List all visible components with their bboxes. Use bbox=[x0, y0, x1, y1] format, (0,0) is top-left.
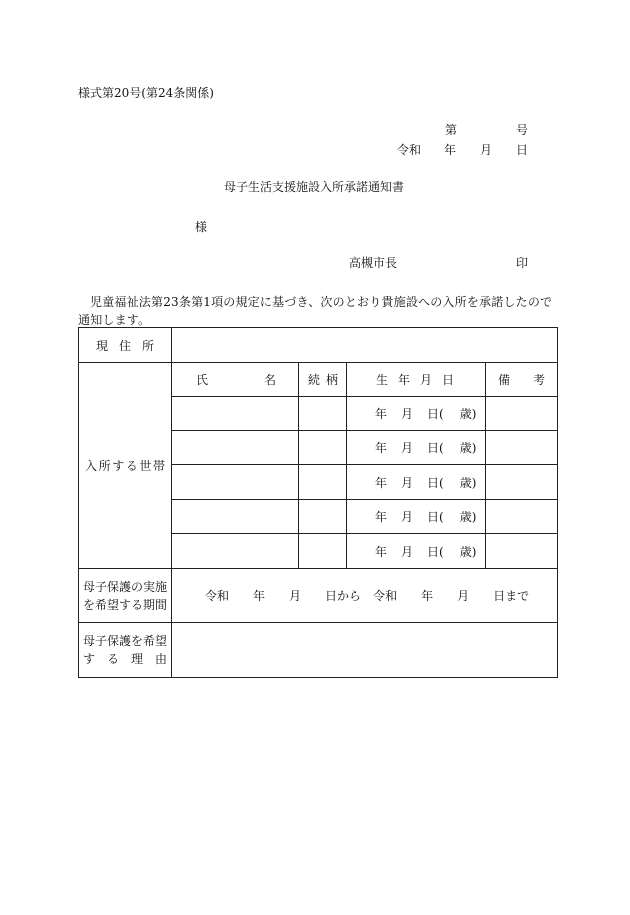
date-year: 年 bbox=[444, 143, 457, 157]
reason-field[interactable] bbox=[172, 623, 558, 678]
reason-label-cell bbox=[79, 623, 172, 678]
member-relation-field[interactable] bbox=[299, 534, 347, 569]
issuer-seal: 印 bbox=[516, 256, 529, 270]
period-label-cell bbox=[79, 569, 172, 623]
period-from-month: 月 bbox=[289, 589, 302, 603]
period-from-year: 年 bbox=[253, 589, 266, 603]
date-month: 月 bbox=[480, 143, 493, 157]
member-birthdate-field[interactable]: 年 月 日( 歳) bbox=[347, 500, 486, 534]
member-remarks-field[interactable] bbox=[486, 534, 558, 569]
member-relation-field[interactable] bbox=[299, 397, 347, 431]
address-label-cell bbox=[79, 328, 172, 363]
period-to-month: 月 bbox=[457, 589, 470, 603]
period-from-era: 令和 bbox=[205, 589, 230, 603]
form-number: 様式第20号(第24条関係) bbox=[78, 86, 214, 100]
period-label-line2: を希望する期間 bbox=[83, 597, 168, 612]
member-remarks-field[interactable] bbox=[486, 465, 558, 500]
addressee-honorific: 様 bbox=[195, 220, 208, 234]
period-field[interactable] bbox=[172, 569, 558, 623]
address-label: 現住所 bbox=[96, 338, 154, 353]
period-to-day: 日まで bbox=[493, 589, 530, 603]
document-title: 母子生活支援施設入所承諾通知書 bbox=[224, 180, 405, 194]
member-birthdate-field[interactable]: 年 月 日( 歳) bbox=[347, 465, 486, 500]
member-name-field[interactable] bbox=[172, 397, 299, 431]
member-relation-field[interactable] bbox=[299, 465, 347, 500]
doc-number-prefix: 第 bbox=[445, 123, 458, 137]
date-era: 令和 bbox=[397, 143, 422, 157]
household-label-cell bbox=[79, 363, 172, 569]
period-to-era: 令和 bbox=[373, 589, 398, 603]
notification-table bbox=[78, 327, 558, 678]
doc-number-suffix: 号 bbox=[516, 123, 529, 137]
address-field[interactable] bbox=[172, 328, 558, 363]
member-name-field[interactable] bbox=[172, 431, 299, 465]
member-relation-field[interactable] bbox=[299, 431, 347, 465]
name-header: 氏 名 bbox=[172, 363, 299, 397]
member-name-field[interactable] bbox=[172, 534, 299, 569]
reason-label-line1: 母子保護を希望 bbox=[83, 634, 168, 648]
period-label-line1: 母子保護の実施 bbox=[83, 579, 168, 594]
body-text: 児童福祉法第23条第1項の規定に基づき、次のとおり貴施設への入所を承諾したので通知します。 bbox=[78, 295, 553, 327]
birthdate-header: 生 年 月 日 bbox=[347, 363, 486, 397]
household-label: 入所する世帯 bbox=[85, 459, 165, 473]
remarks-header: 備 考 bbox=[486, 363, 558, 397]
relation-header: 続 柄 bbox=[299, 363, 347, 397]
member-remarks-field[interactable] bbox=[486, 500, 558, 534]
member-relation-field[interactable] bbox=[299, 500, 347, 534]
member-birthdate-field[interactable]: 年 月 日( 歳) bbox=[347, 534, 486, 569]
issuer-name: 高槻市長 bbox=[349, 256, 398, 270]
member-remarks-field[interactable] bbox=[486, 397, 558, 431]
member-name-field[interactable] bbox=[172, 500, 299, 534]
period-to-year: 年 bbox=[421, 589, 434, 603]
reason-label-line2: する理由 bbox=[83, 652, 167, 666]
date-day: 日 bbox=[516, 143, 529, 157]
member-name-field[interactable] bbox=[172, 465, 299, 500]
period-from-day: 日から bbox=[325, 589, 362, 603]
member-remarks-field[interactable] bbox=[486, 431, 558, 465]
member-birthdate-field[interactable]: 年 月 日( 歳) bbox=[347, 431, 486, 465]
member-birthdate-field[interactable]: 年 月 日( 歳) bbox=[347, 397, 486, 431]
